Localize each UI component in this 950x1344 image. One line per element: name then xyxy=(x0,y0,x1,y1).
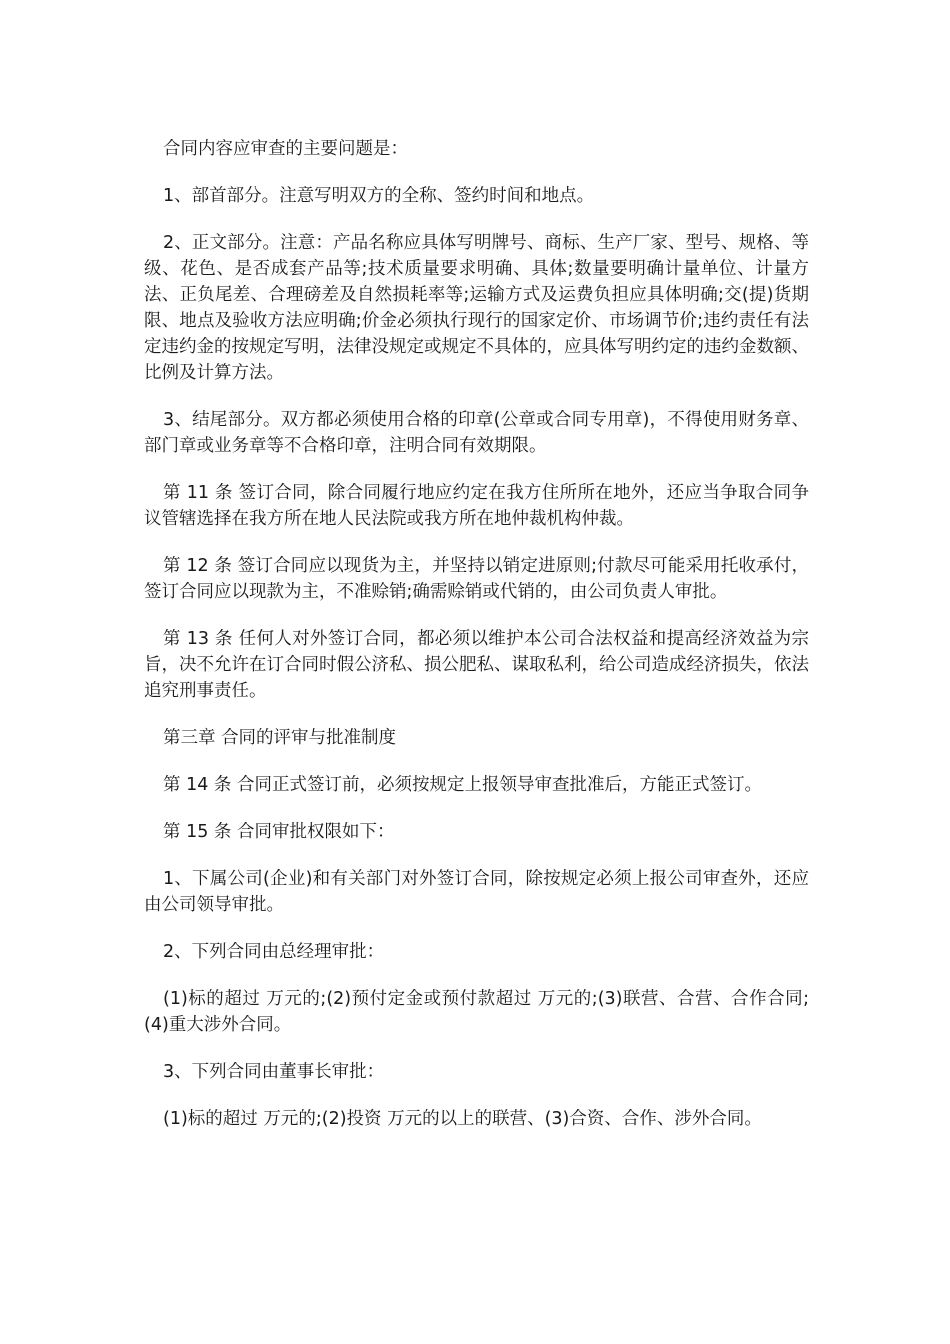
approval-item-3: 3、下列合同由董事长审批： xyxy=(163,1062,385,1082)
chapter-3-heading: 第三章 合同的评审与批准制度 xyxy=(163,728,397,748)
article-12: 第 12 条 签订合同应以现货为主，并坚持以销定进原则;付款尽可能采用托收承付，签订合同应以现款为主，不准赊销;确需赊销或代销的，由公司负责人审批。 xyxy=(144,556,809,602)
item-closing-section: 3、结尾部分。双方都必须使用合格的印章(公章或合同专用章)，不得使用财务章、部门章或业务章等不合格印章，注明合同有效期限。 xyxy=(144,410,809,456)
approval-item-2: 2、下列合同由总经理审批： xyxy=(163,942,385,962)
article-13: 第 13 条 任何人对外签订合同，都必须以维护本公司合法权益和提高经济效益为宗旨，决不允许在订合同时假公济私、损公肥私、谋取私利，给公司造成经济损失，依法追究刑事责任。 xyxy=(144,629,809,701)
item-body-section: 2、正文部分。注意：产品名称应具体写明牌号、商标、生产厂家、型号、规格、等级、花色、是否成套产品等;技术质量要求明确、具体;数量要明确计量单位、计量方法、正负尾差、合理磅差及自然损耗率等;运输方式及运费负担应具体明确;交(提)货期限、地点及验收方法应明确;价金必须执行现行的国家定价、市场调节价;违约责任有法定违约金的按规定写明，法律没规定或规定不具体的，应具体写明约定的违约金数额、比例及计算方法。 xyxy=(144,233,809,383)
intro-paragraph: 合同内容应审查的主要问题是： xyxy=(163,139,408,159)
article-15: 第 15 条 合同审批权限如下： xyxy=(163,822,395,842)
article-11: 第 11 条 签订合同，除合同履行地应约定在我方住所所在地外，还应当争取合同争议管辖选择在我方所在地人民法院或我方所在地仲裁机构仲裁。 xyxy=(144,483,809,529)
item-header-section: 1、部首部分。注意写明双方的全称、签约时间和地点。 xyxy=(163,186,595,206)
approval-item-3-details: (1)标的超过 万元的;(2)投资 万元的以上的联营、(3)合资、合作、涉外合同。 xyxy=(163,1109,762,1129)
article-14: 第 14 条 合同正式签订前，必须按规定上报领导审查批准后，方能正式签订。 xyxy=(163,775,762,795)
approval-item-2-details: (1)标的超过 万元的;(2)预付定金或预付款超过 万元的;(3)联营、合营、合作合同;(4)重大涉外合同。 xyxy=(144,989,809,1035)
document-body xyxy=(144,136,809,1132)
approval-item-1: 1、下属公司(企业)和有关部门对外签订合同，除按规定必须上报公司审查外，还应由公司领导审批。 xyxy=(144,869,809,915)
